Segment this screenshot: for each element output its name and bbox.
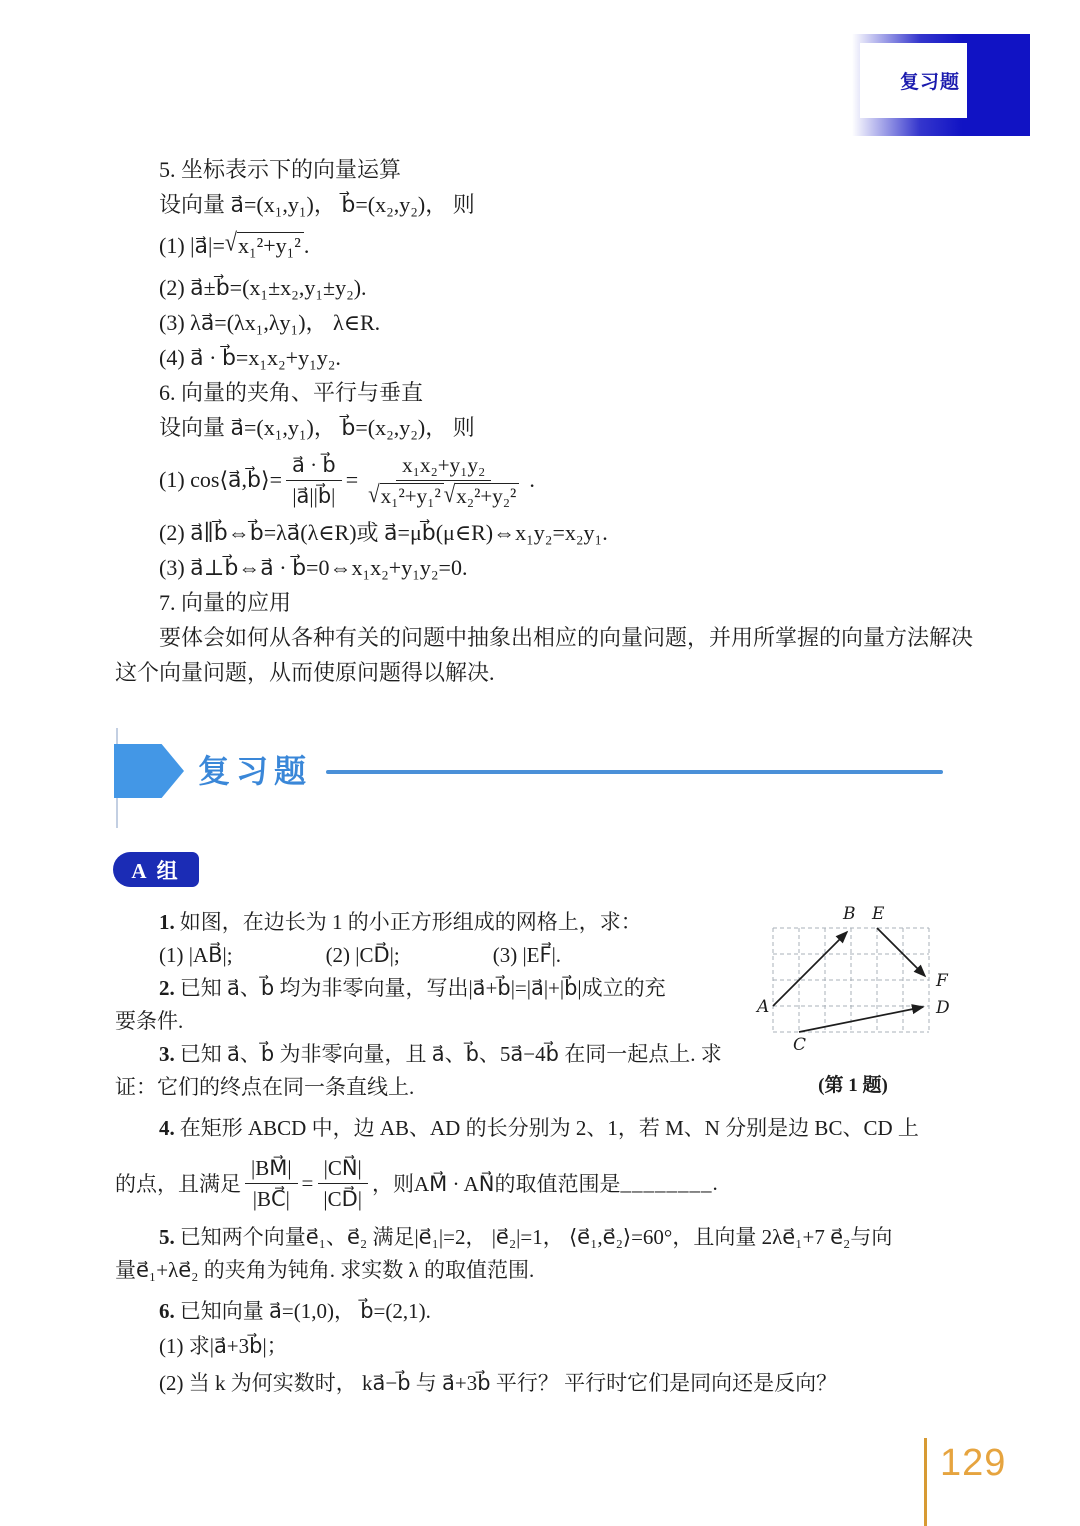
grid-lines [773, 928, 929, 1032]
problem-text: 如图，在边长为 1 的小正方形组成的网格上，求： [179, 910, 642, 934]
fraction-denominator: |BC⃗| [252, 1186, 290, 1211]
vector-CD-arrow [799, 1007, 923, 1032]
problem-number: 4. [159, 1116, 175, 1140]
cos-suffix: . [529, 467, 535, 492]
problem-6-line-1 [115, 1295, 967, 1328]
vector-setup-line-1: 设向量 a⃗=(x₁,y₁)， b⃗=(x₂,y₂)， 则 [159, 192, 475, 217]
cos-prefix: (1) cos⟨a⃗,b⃗⟩= [159, 467, 282, 492]
problem-5-line-2: 量e⃗₁+λe⃗₂ 的夹角为钝角. 求实数 λ 的取值范围. [115, 1258, 535, 1282]
chapter-tab-banner [852, 34, 1030, 136]
problem-text: 已知 a⃗、b⃗ 均为非零向量，写出|a⃗+b⃗|=|a⃗|+|b⃗|成立的充 [179, 976, 666, 1000]
problem-2-line-2: 要条件. [115, 1009, 184, 1033]
sqrt-expression [224, 227, 304, 258]
problem-text: 已知向量 a⃗=(1,0)， b⃗=(2,1). [179, 1299, 431, 1323]
application-paragraph-line-2: 这个向量问题，从而使原问题得以解决. [115, 660, 495, 685]
problem-text: 在矩形 ABCD 中，边 AB、AD 的长分别为 2、1，若 M、N 分别是边 BC、CD 上 [179, 1116, 919, 1140]
subitem-2: (2) |CD⃗|; [325, 943, 400, 967]
figure-caption: (第 1 题) [818, 1075, 888, 1096]
label-A: A [757, 997, 770, 1017]
problem-number: 6. [159, 1299, 175, 1323]
problem-text: 的点，且满足 [115, 1172, 241, 1196]
summary-heading-5: 5. 坐标表示下的向量运算 [159, 157, 402, 182]
summary-heading-6: 6. 向量的夹角、平行与垂直 [159, 380, 424, 405]
group-a-badge [113, 852, 199, 887]
review-section-title: 复习题 [198, 753, 313, 789]
fraction-denominator [362, 481, 525, 509]
problem-4-line-1 [115, 1112, 967, 1145]
problem-number: 5. [159, 1225, 175, 1249]
problem-6-subitem-2: (2) 当 k 为何实数时， ka⃗−b⃗ 与 a⃗+3b⃗ 平行？ 平行时它们是同向还是反向？ [159, 1371, 838, 1395]
vector-EF-arrow [877, 928, 925, 976]
formula-perpendicular: (3) a⃗⊥b⃗⇔a⃗ · b⃗=0⇔x₁x₂+y₁y₂=0. [159, 555, 468, 580]
problem-text: 已知 a⃗、b⃗ 为非零向量，且 a⃗、b⃗、5a⃗−4b⃗ 在同一起点上. 求 [179, 1042, 722, 1066]
problem-text: ，则AM⃗ · AN⃗的取值范围是 [371, 1172, 621, 1196]
summary-heading-7: 7. 向量的应用 [159, 590, 292, 615]
problem-text: . [712, 1170, 718, 1195]
fraction [286, 452, 342, 509]
vector-AB-arrow [773, 932, 847, 1006]
application-paragraph-line-1: 要体会如何从各种有关的问题中抽象出相应的向量问题，并用所掌握的向量方法解决 [159, 625, 974, 650]
formula-add-sub: (2) a⃗±b⃗=(x₁±x₂,y₁±y₂). [159, 275, 367, 300]
group-a-label: A 组 [131, 858, 181, 883]
arrow-pentagon-icon [114, 744, 184, 798]
radicand: x₂²+y₂² [455, 483, 519, 508]
formula-magnitude-suffix: . [303, 233, 310, 258]
problem-1-figure [753, 903, 968, 1097]
label-E: E [872, 904, 885, 924]
sqrt-expression [443, 479, 520, 508]
formula-magnitude [115, 222, 967, 270]
answer-blank: ________ [620, 1170, 713, 1195]
vector-grid-diagram [753, 903, 968, 1058]
fraction-numerator: |BM⃗| [245, 1155, 298, 1184]
fraction-numerator: x₁x₂+y₁y₂ [396, 452, 491, 481]
fraction-numerator: a⃗ · b⃗ [286, 452, 342, 481]
equals-sign: = [301, 1170, 314, 1195]
chapter-tab-label: 复习题 [899, 72, 960, 93]
page-number-rule [924, 1438, 927, 1526]
formula-dot-product: (4) a⃗ · b⃗=x₁x₂+y₁y₂. [159, 345, 341, 370]
problem-4-line-2 [115, 1145, 967, 1221]
chapter-tab-white-box [860, 43, 967, 118]
summary-section [115, 152, 974, 690]
label-B: B [843, 904, 856, 924]
vector-setup-line-2: 设向量 a⃗=(x₁,y₁)， b⃗=(x₂,y₂)， 则 [159, 415, 475, 440]
subitem-3: (3) |EF⃗|. [492, 943, 562, 967]
fraction [317, 1155, 368, 1212]
label-F: F [936, 971, 948, 991]
review-section-header [108, 740, 965, 804]
problem-3-line-2: 证：它们的终点在同一条直线上. [115, 1075, 415, 1099]
radicand: x₁²+y₁² [237, 232, 304, 258]
formula-magnitude-prefix: (1) |a⃗|= [159, 233, 225, 258]
radical-sign: √ [224, 227, 237, 257]
label-D: D [936, 998, 950, 1018]
problem-number: 2. [159, 976, 175, 1000]
problem-number: 3. [159, 1042, 175, 1066]
label-C: C [793, 1035, 807, 1055]
problem-6-subitem-1: (1) 求|a⃗+3b⃗|； [159, 1334, 288, 1358]
fraction [362, 452, 525, 509]
formula-scalar-mul: (3) λa⃗=(λx₁,λy₁)， λ∈R. [159, 310, 381, 335]
formula-cos-angle [115, 445, 967, 515]
decorative-horizontal-rule [326, 770, 943, 774]
radical-sign: √ [368, 479, 380, 508]
sqrt-expression [368, 479, 444, 508]
radicand: x₁²+y₁² [380, 483, 444, 508]
page-number: 129 [940, 1442, 1007, 1484]
problem-5-line-1 [115, 1221, 967, 1254]
radical-sign: √ [443, 479, 456, 508]
fraction [245, 1155, 298, 1212]
formula-parallel: (2) a⃗∥b⃗⇔b⃗=λa⃗(λ∈R)或 a⃗=μb⃗(μ∈R)⇔x₁y₂=x₂y₁. [159, 520, 608, 545]
fraction-numerator: |CN⃗| [318, 1155, 368, 1184]
problem-text: 已知两个向量e⃗₁、e⃗₂ 满足|e⃗₁|=2， |e⃗₂|=1， ⟨e⃗₁,e⃗₂⟩=60°，且向量 2λe⃗₁+7 e⃗₂与向 [179, 1225, 893, 1249]
subitem-1: (1) |AB⃗|; [159, 943, 233, 967]
fraction-denominator: |CD⃗| [323, 1186, 362, 1211]
fraction-denominator: |a⃗||b⃗| [292, 483, 336, 508]
problem-number: 1. [159, 910, 175, 934]
equals-sign: = [345, 467, 359, 492]
